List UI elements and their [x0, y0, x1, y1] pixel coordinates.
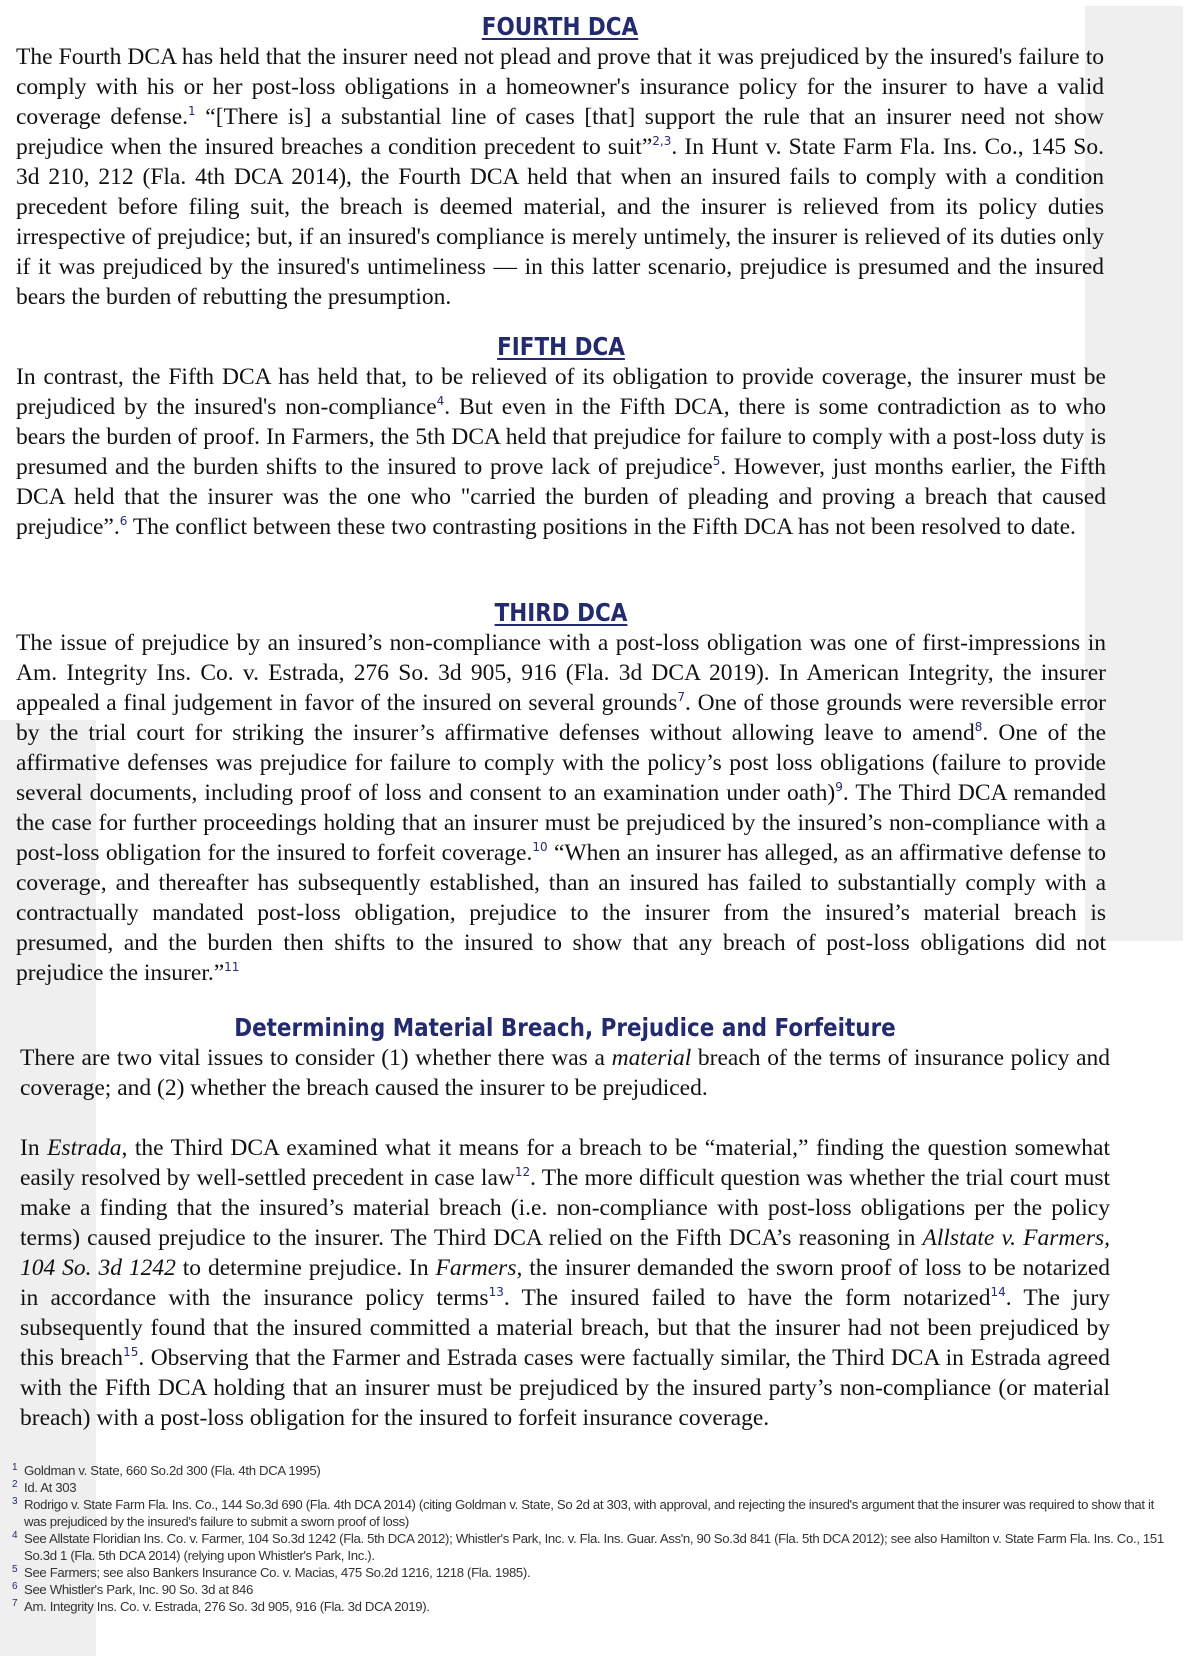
footnote-text: See Whistler's Park, Inc. 90 So. 3d at 846	[24, 1582, 253, 1597]
footnote-reference[interactable]: 1	[188, 104, 196, 119]
footnote-number: 2	[12, 1479, 18, 1490]
footnote-number: 5	[12, 1564, 18, 1575]
section-paragraph	[20, 1133, 1110, 1433]
footnote-reference[interactable]: 11	[224, 960, 240, 975]
text-run: The conflict between these two contrasting positions in the Fifth DCA has not been resolved to date.	[127, 514, 1076, 540]
footnote-reference[interactable]: 6	[119, 514, 128, 529]
section-heading: FIFTH DCA	[497, 332, 625, 361]
footnote-reference[interactable]: 14	[990, 1285, 1006, 1300]
footnote-item	[12, 1530, 1172, 1564]
section-paragraph	[20, 1043, 1110, 1103]
footnote-item	[12, 1496, 1172, 1530]
section-heading: FOURTH DCA	[481, 12, 639, 41]
text-run: In	[20, 1135, 48, 1161]
text-run: . One of the affirmative defenses was prejudice for failure to comply with the policy’s post loss obligations (failure to provide several documents, including proof of loss and consent to an examination under oath)	[16, 720, 1106, 806]
footnote-text: See Farmers; see also Bankers Insurance Co. v. Macias, 475 So.2d 1216, 1218 (Fla. 1985).	[24, 1565, 531, 1580]
section-fourth-dca	[16, 12, 1104, 312]
footnote-text: Am. Integrity Ins. Co. v. Estrada, 276 So. 3d 905, 916 (Fla. 3d DCA 2019).	[24, 1599, 430, 1614]
section-paragraph	[16, 628, 1106, 988]
text-run: . However, just months earlier, the Fifth DCA held that the insurer was the one who "carried the burden of pleading and proving a breach that caused prejudice”.	[16, 454, 1106, 540]
text-run: “When an insurer has alleged, as an affirmative defense to coverage, and thereafter has subsequently established, than an insured has failed to substantially comply with a contractually mandated post-loss obligation, prejudice to the insurer from the insured’s material breach is presumed, and the burden then shifts to the insured to show that any breach of post-loss obligations did not prejudice the insurer.”	[16, 840, 1106, 986]
footnote-text: See Allstate Floridian Ins. Co. v. Farmer, 104 So.3d 1242 (Fla. 5th DCA 2012); Whistler's Park, Inc. v. Fla. Ins. Guar. Ass'n, 90 So.3d 841 (Fla. 5th DCA 2012); see also Hamilton v. State Farm Fla. Ins. Co., 151 So.3d 1 (Fla. 5th DCA 2014) (relying upon Whistler's Park, Inc.).	[24, 1531, 1164, 1563]
footnote-item	[12, 1598, 1172, 1615]
text-run: There are two vital issues to consider (1) whether there was a	[20, 1045, 612, 1071]
text-run: In contrast, the Fifth DCA has held that, to be relieved of its obligation to provide coverage, the insurer must be prejudiced by the insured's non-compliance	[16, 364, 1106, 420]
text-run: . In Hunt v. State Farm Fla. Ins. Co., 145 So. 3d 210, 212 (Fla. 4th DCA 2014), the Fourth DCA held that when an insured fails to comply with a condition precedent before filing suit, the breach is deemed material, and the insurer is relieved from its policy duties irrespective of prejudice; but, if an insured's compliance is merely untimely, the insurer is relieved of its duties only if it was prejudiced by the insured's untimeliness — in this latter scenario, prejudice is presumed and the insured bears the burden of rebutting the presumption.	[16, 134, 1104, 310]
text-run: The issue of prejudice by an insured’s non-compliance with a post-loss obligation was one of first-impressions in Am. Integrity Ins. Co. v. Estrada, 276 So. 3d 905, 916 (Fla. 3d DCA 2019). In American Integrity, the insurer appealed a final judgement in favor of the insured on several grounds	[16, 630, 1106, 716]
italic-text: Estrada	[47, 1135, 122, 1161]
footnote-text: Goldman v. State, 660 So.2d 300 (Fla. 4th DCA 1995)	[24, 1463, 321, 1478]
footnote-text: Rodrigo v. State Farm Fla. Ins. Co., 144 So.3d 690 (Fla. 4th DCA 2014) (citing Goldman v. State, So 2d at 303, with approval, and rejecting the insured's argument that the insurer was required to show that it was prejudiced by the insured's failure to submit a sworn proof of loss)	[24, 1497, 1154, 1529]
footnotes	[12, 1462, 1172, 1615]
text-run: to determine prejudice. In	[175, 1255, 436, 1281]
footnote-item	[12, 1462, 1172, 1479]
footnote-item	[12, 1479, 1172, 1496]
text-run: , the Third DCA examined what it means for a breach to be “material,” finding the question somewhat easily resolved by well-settled precedent in case law	[20, 1135, 1110, 1191]
footnote-reference[interactable]: 4	[436, 394, 445, 409]
footnote-reference[interactable]: 9	[835, 780, 843, 795]
footnote-reference[interactable]: 12	[514, 1165, 531, 1180]
text-run: . The insured failed to have the form notarized	[503, 1285, 991, 1311]
text-run: breach of the terms of insurance policy and coverage; and (2) whether the breach caused the insurer to be prejudiced.	[20, 1045, 1111, 1101]
text-run: . The jury subsequently found that the insured committed a material breach, but that the insurer had not been prejudiced by this breach	[20, 1285, 1110, 1371]
section-third-dca	[16, 598, 1106, 988]
footnote-number: 7	[12, 1598, 18, 1609]
footnote-reference[interactable]: 5	[712, 454, 721, 469]
text-run: . But even in the Fifth DCA, there is some contradiction as to who bears the burden of proof. In Farmers, the 5th DCA held that prejudice for failure to comply with a post-loss duty is presumed and the burden shifts to the insured to prove lack of prejudice	[16, 394, 1106, 480]
section-paragraph	[16, 42, 1104, 312]
text-run: . The Third DCA remanded the case for further proceedings holding that an insurer must be prejudiced by the insured’s non-compliance with a post-loss obligation for the insured to forfeit coverage.	[16, 780, 1106, 866]
footnote-number: 6	[12, 1581, 18, 1592]
italic-text: Allstate v. Farmers, 104 So. 3d 1242	[20, 1225, 1110, 1281]
section-fifth-dca	[16, 332, 1106, 542]
footnote-number: 3	[12, 1496, 18, 1507]
footnote-number: 1	[12, 1462, 18, 1473]
text-run: , the insurer demanded the sworn proof of loss to be notarized in accordance with the insurance policy terms	[20, 1255, 1111, 1311]
section-heading: THIRD DCA	[494, 598, 628, 627]
footnote-number: 4	[12, 1530, 18, 1541]
footnote-reference[interactable]: 10	[532, 840, 548, 855]
footnote-item	[12, 1564, 1172, 1581]
footnote-item	[12, 1581, 1172, 1598]
text-run: . The more difficult question was whether the trial court must make a finding that the insured’s material breach (i.e. non-compliance with post-loss obligations per the policy terms) caused prejudice to the insurer. The Third DCA relied on the Fifth DCA’s reasoning in	[20, 1165, 1110, 1251]
footnote-reference[interactable]: 2,3	[652, 134, 672, 149]
section-material-breach	[20, 1013, 1110, 1433]
footnote-reference[interactable]: 15	[123, 1345, 139, 1360]
text-run: “[There is] a substantial line of cases [that] support the rule that an insurer need not show prejudice when the insured breaches a condition precedent to suit”	[16, 104, 1104, 160]
footnote-text: Id. At 303	[24, 1480, 77, 1495]
footnote-reference[interactable]: 13	[488, 1285, 504, 1300]
footnote-reference[interactable]: 7	[677, 690, 685, 705]
text-run: . Observing that the Farmer and Estrada cases were factually similar, the Third DCA in Estrada agreed with the Fifth DCA holding that an insurer must be prejudiced by the insured party’s non-compliance (or material breach) with a post-loss obligation for the insured to forfeit insurance coverage.	[20, 1345, 1110, 1431]
section-paragraph	[16, 362, 1106, 542]
footnote-reference[interactable]: 8	[974, 720, 983, 735]
section-heading: Determining Material Breach, Prejudice and Forfeiture	[234, 1013, 896, 1042]
italic-text: material	[611, 1045, 692, 1071]
italic-text: Farmers	[435, 1255, 517, 1281]
text-run: . One of those grounds were reversible error by the trial court for striking the insurer’s affirmative defenses without allowing leave to amend	[16, 690, 1106, 746]
text-run: The Fourth DCA has held that the insurer need not plead and prove that it was prejudiced by the insured's failure to comply with his or her post-loss obligations in a homeowner's insurance policy for the insurer to have a valid coverage defense.	[16, 44, 1104, 130]
